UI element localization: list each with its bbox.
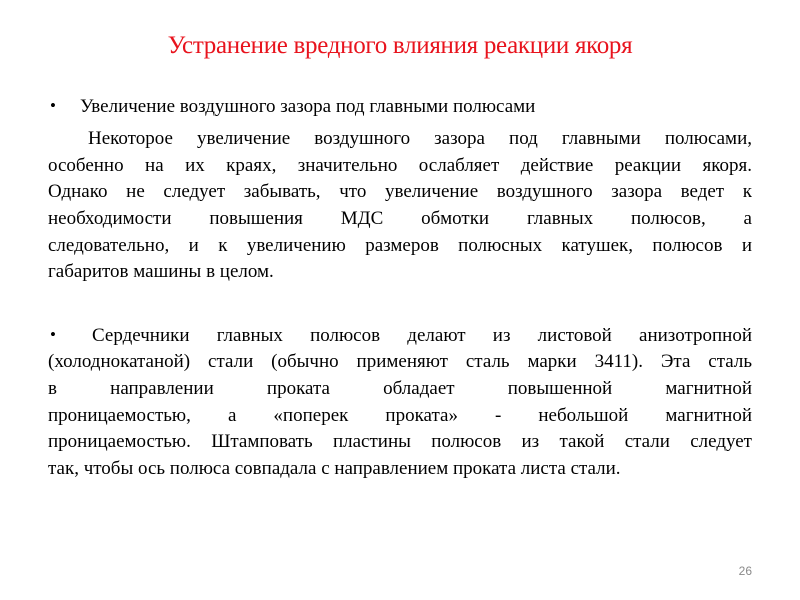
paragraph1-line: Однако не следует забывать, что увеличение воздушного зазора ведет к bbox=[48, 181, 752, 202]
bullet-icon: • bbox=[50, 325, 56, 344]
paragraph1-line: следовательно, и к увеличению размеров полюсных катушек, полюсов и bbox=[48, 235, 752, 256]
paragraph2-line: Сердечники главных полюсов делают из листовой анизотропной bbox=[92, 325, 752, 346]
paragraph1-line: Некоторое увеличение воздушного зазора под главными полюсами, bbox=[88, 128, 752, 149]
paragraph1-line: необходимости повышения МДС обмотки главных полюсов, а bbox=[48, 208, 752, 229]
slide-title: Устранение вредного влияния реакции якоря bbox=[167, 32, 633, 59]
paragraph1-line: габаритов машины в целом. bbox=[48, 261, 274, 282]
paragraph2-line: проницаемостью. Штамповать пластины полюсов из такой стали следует bbox=[48, 431, 752, 452]
paragraph2-line: так, чтобы ось полюса совпадала с направлением проката листа стали. bbox=[48, 458, 621, 479]
paragraph2-line: проницаемостью, а «поперек проката» - небольшой магнитной bbox=[48, 405, 752, 426]
bullet1-heading: Увеличение воздушного зазора под главными полюсами bbox=[80, 96, 536, 117]
paragraph2-line: в направлении проката обладает повышенной магнитной bbox=[48, 378, 752, 399]
bullet-icon: • bbox=[50, 96, 56, 115]
paragraph2-line: (холоднокатаной) стали (обычно применяют сталь марки 3411). Эта сталь bbox=[48, 351, 752, 372]
page-number: 26 bbox=[738, 564, 752, 578]
paragraph1-line: особенно на их краях, значительно ослабляет действие реакции якоря. bbox=[48, 155, 752, 176]
